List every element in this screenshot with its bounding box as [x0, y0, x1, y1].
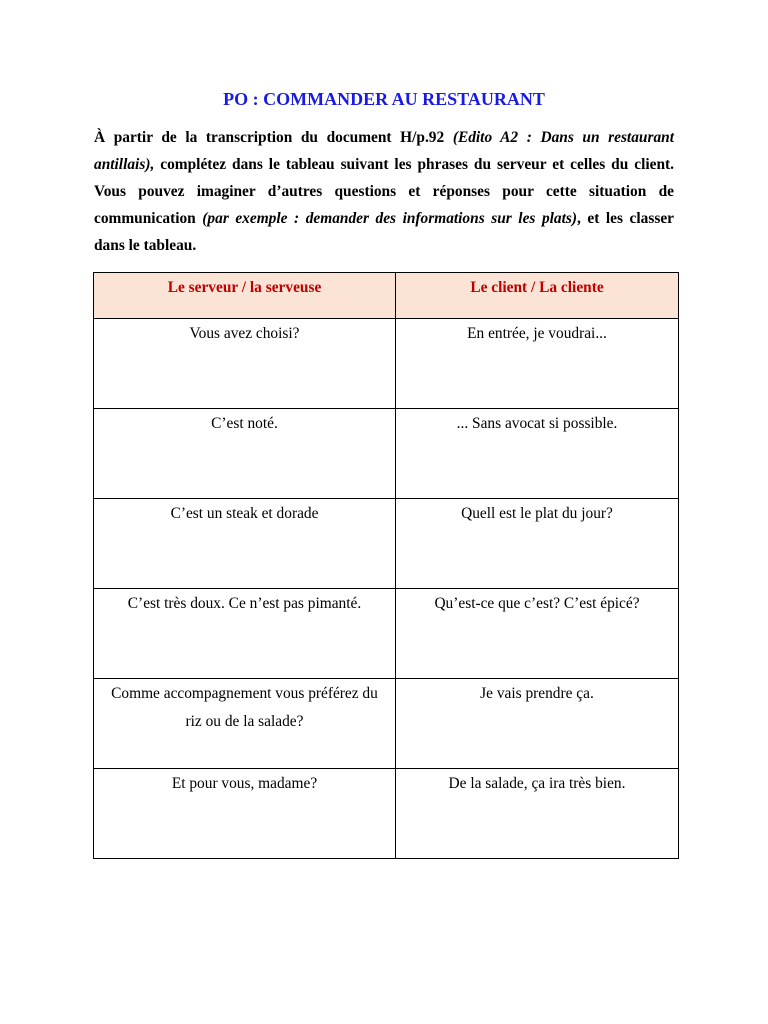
table-row	[94, 769, 679, 859]
server-phrase-cell: Comme accompagnement vous préférez du riz ou de la salade?	[94, 679, 396, 769]
client-phrase-cell: ... Sans avocat si possible.	[396, 409, 679, 499]
client-phrase-cell: De la salade, ça ira très bien.	[396, 769, 679, 859]
instructions-text-3: , et les classer dans le tableau.	[94, 210, 674, 254]
header-server: Le serveur / la serveuse	[94, 273, 396, 319]
server-phrase-cell: C’est très doux. Ce n’est pas pimanté.	[94, 589, 396, 679]
instructions-example: (par exemple : demander des informations sur les plats)	[202, 210, 578, 227]
instructions-text-2: complétez dans le tableau suivant les phrases du serveur et celles du client. Vous pouvez imaginer d’autres questions et réponses pour cette situation de communication	[94, 156, 674, 227]
table-row	[94, 499, 679, 589]
client-phrase-cell: Je vais prendre ça.	[396, 679, 679, 769]
table-row	[94, 589, 679, 679]
client-phrase-cell: Quell est le plat du jour?	[396, 499, 679, 589]
table-row	[94, 319, 679, 409]
instructions-source-reference: (Edito A2 : Dans un restaurant antillais),	[94, 129, 674, 173]
instructions-text-1: À partir de la transcription du document H/p.92	[94, 129, 453, 146]
server-phrase-cell: Et pour vous, madame?	[94, 769, 396, 859]
page-title: PO : COMMANDER AU RESTAURANT	[223, 89, 545, 109]
table-header-row	[94, 273, 679, 319]
table-row	[94, 679, 679, 769]
table-row	[94, 409, 679, 499]
server-phrase-cell: Vous avez choisi?	[94, 319, 396, 409]
header-client: Le client / La cliente	[396, 273, 679, 319]
instructions-paragraph	[94, 124, 674, 259]
server-phrase-cell: C’est noté.	[94, 409, 396, 499]
server-phrase-cell: C’est un steak et dorade	[94, 499, 396, 589]
client-phrase-cell: En entrée, je voudrai...	[396, 319, 679, 409]
client-phrase-cell: Qu’est-ce que c’est? C’est épicé?	[396, 589, 679, 679]
dialogue-table	[93, 272, 679, 859]
